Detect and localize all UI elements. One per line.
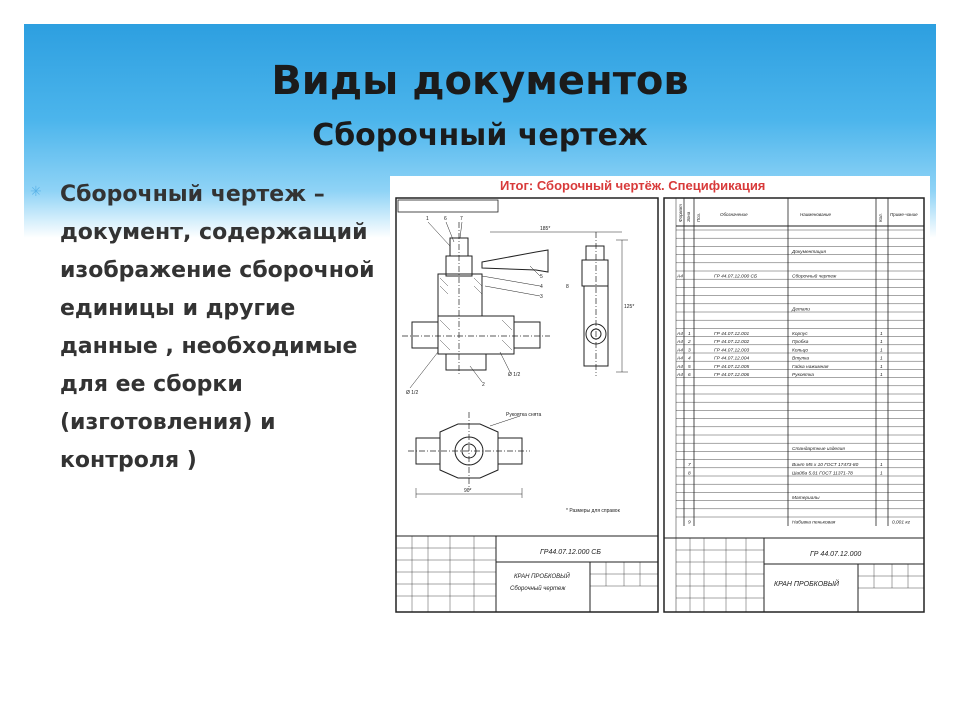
- spec-designation: ГР 44.07.12.002: [714, 340, 750, 346]
- spec-pos: 4: [688, 356, 691, 362]
- spec-designation: ГР 44.07.12.001: [714, 331, 750, 337]
- spec-header: Приме-чание: [890, 212, 918, 217]
- handle: [482, 250, 548, 272]
- plan-view: [408, 412, 530, 498]
- spec-designation: ГР 44.07.12.000 СБ: [714, 274, 758, 280]
- spec-header: Формат: [678, 204, 683, 222]
- side-stem: [586, 246, 604, 260]
- spec-pos: 9: [688, 520, 691, 526]
- drawing-figure: [390, 176, 930, 616]
- spec-header: Кол.: [878, 213, 883, 222]
- spec-qty: 1: [880, 331, 883, 337]
- spec-qty: 1: [880, 463, 883, 469]
- spec-pos: 5: [688, 364, 691, 370]
- pos-label: 8: [566, 284, 569, 290]
- spec-qty: 1: [880, 356, 883, 362]
- spec-qty: 1: [880, 471, 883, 477]
- slide-subtitle: Сборочный чертеж: [312, 118, 648, 153]
- pipe-right: [514, 322, 540, 348]
- spec-stamp-name: КРАН ПРОБКОВЫЙ: [774, 581, 840, 588]
- spec-format: А4: [677, 364, 683, 370]
- asterisk-bullet-icon: ✳: [30, 184, 42, 200]
- spec-stamp-code: ГР 44.07.12.000: [810, 551, 862, 558]
- spec-format: А4: [677, 348, 683, 354]
- spec-format: А4: [677, 274, 683, 280]
- slide-title: Виды документов: [271, 58, 689, 104]
- spec-designation: ГР 44.07.12.004: [714, 356, 750, 362]
- dim-label: 90*: [464, 488, 472, 494]
- bullet-text: Сборочный чертеж – документ, содержащий изображение сборочной единицы и другие данные , необходимые для ее сборки (изготовления) и контроля ): [60, 182, 375, 473]
- assembly-sheet: [396, 198, 658, 612]
- spec-name: Винт М5 х 10 ГОСТ 17473-80: [792, 463, 859, 469]
- spec-format: А4: [677, 340, 683, 346]
- handle-note: Рукоятка снята: [506, 412, 542, 418]
- spec-pos: 7: [688, 463, 691, 469]
- spec-header: Наименование: [800, 212, 832, 217]
- spec-name: Материалы: [792, 495, 820, 501]
- pos-label: 3: [540, 294, 543, 300]
- dim-label: 185*: [540, 226, 551, 232]
- gland-nut: [438, 274, 482, 316]
- figure-caption: Итог: Сборочный чертёж. Спецификация: [500, 178, 766, 193]
- spec-qty: 1: [880, 340, 883, 346]
- spec-name: Гайка нажимная: [792, 364, 829, 370]
- drawing-svg: [390, 176, 930, 616]
- spec-pos: 1: [688, 331, 691, 337]
- pos-label: 1: [426, 216, 429, 222]
- spec-header: Поз.: [696, 212, 701, 222]
- spec-qty: 1: [880, 348, 883, 354]
- spec-format: А4: [677, 331, 683, 337]
- assembly-stamp-type: Сборочный чертеж: [510, 586, 566, 592]
- spec-designation: ГР 44.07.12.003: [714, 348, 750, 354]
- spec-name: Втулка: [792, 356, 810, 362]
- body-bottom: [446, 354, 486, 370]
- pos-label: 5: [540, 274, 543, 280]
- spec-qty: 1: [880, 372, 883, 378]
- spec-name: Пробка: [792, 340, 809, 346]
- side-nut: [582, 260, 608, 286]
- spec-sheet: [664, 198, 924, 612]
- assembly-stamp-name: КРАН ПРОБКОВЫЙ: [514, 574, 570, 580]
- spec-header: Обозначение: [720, 212, 748, 217]
- spec-name: Стандартные изделия: [792, 446, 845, 452]
- sheet-corner-box: [398, 200, 498, 212]
- body-center: [438, 316, 514, 354]
- pos-label: 2: [482, 382, 485, 388]
- spec-designation: ГР 44.07.12.005: [714, 364, 750, 370]
- front-view: [402, 222, 550, 388]
- spec-header: Зона: [686, 211, 691, 222]
- assembly-stamp-code: ГР44.07.12.000 СБ: [540, 549, 601, 556]
- pos-label: 6: [444, 216, 447, 222]
- spec-note: 0,001 кг: [892, 520, 910, 526]
- spec-name: Сборочный чертеж: [792, 274, 837, 280]
- pipe-left: [412, 322, 438, 348]
- spec-format: А4: [677, 372, 683, 378]
- spec-designation: ГР 44.07.12.006: [714, 372, 750, 378]
- spec-name: Рукоятка: [792, 372, 814, 378]
- spec-pos: 8: [688, 471, 691, 477]
- spec-name: Документация: [792, 249, 826, 255]
- spec-pos: 2: [688, 340, 691, 346]
- pos-label: 4: [540, 284, 543, 290]
- dim-label: 125*: [624, 304, 635, 310]
- spec-name: Корпус: [792, 331, 808, 337]
- spec-format: А4: [677, 356, 683, 362]
- pos-label: 7: [460, 216, 463, 222]
- spec-qty: 1: [880, 364, 883, 370]
- spec-name: Шайба 5.01 ГОСТ 11371-78: [792, 471, 853, 477]
- dim-label: Ø 1/2: [508, 372, 521, 378]
- spec-name: Набивка пеньковая: [792, 520, 836, 526]
- spec-name: Детали: [792, 307, 810, 313]
- spec-pos: 3: [688, 348, 691, 354]
- spec-pos: 6: [688, 372, 691, 378]
- dim-label: Ø 1/2: [406, 390, 419, 396]
- spec-name: Кольцо: [792, 348, 809, 354]
- size-note: * Размеры для справок: [566, 508, 620, 514]
- sheet-border: [396, 198, 658, 612]
